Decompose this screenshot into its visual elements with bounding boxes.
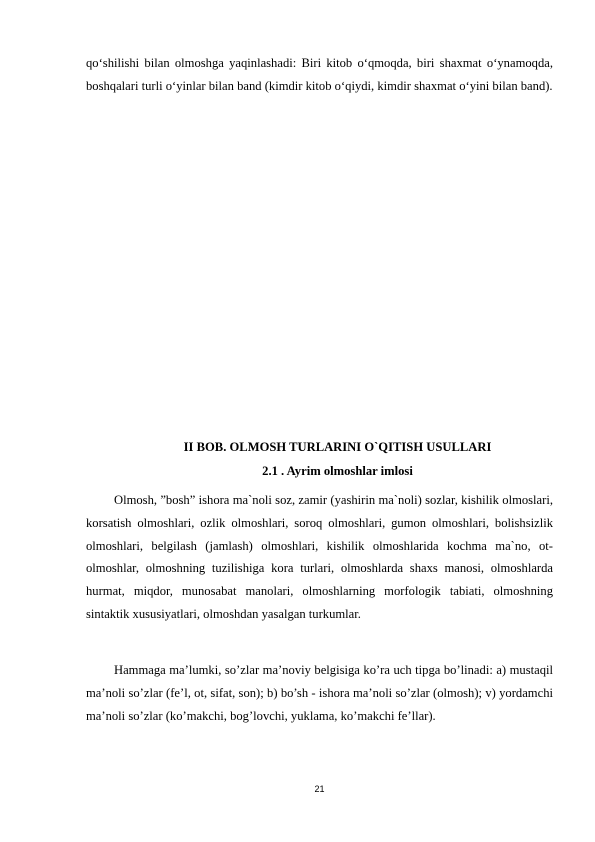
section-title: 2.1 . Ayrim olmoshlar imlosi	[262, 464, 413, 478]
intro-paragraph: qo‘shilishi bilan olmoshga yaqinlashadi: Biri kitob o‘qmoqda, biri shaxmat o‘ynamoqda, boshqalari turli o‘yinlar bilan band (kimdir kitob o‘qiydi, kimdir shaxmat o‘yini bilan band).	[86, 56, 553, 93]
chapter-title: II BOB. OLMOSH TURLARINI O`QITISH USULLARI	[183, 440, 492, 454]
body-paragraph-1: Olmosh, ”bosh” ishora ma`noli soz, zamir (yashirin ma`noli) sozlar, kishilik olmoslari, korsatish olmoshlari, ozlik olmoshlari, soroq olmoshlari, gumon olmoshlari, bolishsizlik olmoshlari, belgilash (jamlash) olmoshlari, kishilik olmoshlarida kochma ma`no, ot-olmoshlar, olmoshning tuzilishiga kora turlari, olmoshlarda shaxs manosi, olmoshlarda hurmat, miqdor, munosabat manolari, olmoshlarning morfologik tabiati, olmoshning sintaktik xususiyatlari, olmoshdan yasalgan turkumlar.	[86, 493, 553, 621]
body-paragraph-2: Hammaga ma’lumki, so’zlar ma’noviy belgisiga ko’ra uch tipga bo’linadi: a) mustaqil ma’noli so’zlar (fe’l, ot, sifat, son); b) bo’sh - ishora ma’noli so’zlar (olmosh); v) yordamchi ma’noli so’zlar (ko’makchi, bog’lovchi, yuklama, ko’makchi fe’llar).	[86, 663, 553, 723]
page-number: 21	[314, 784, 325, 794]
